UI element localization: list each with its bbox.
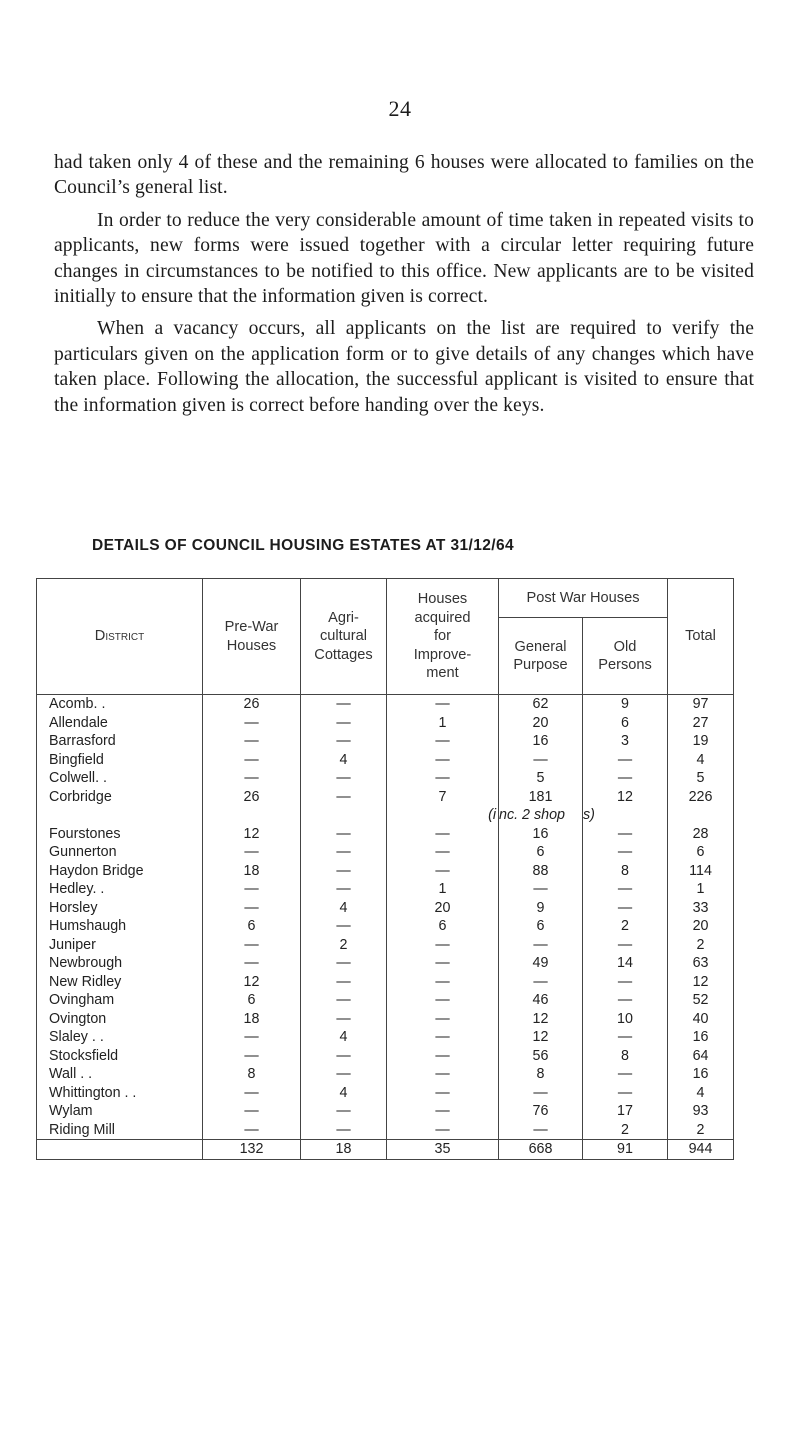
cell-improvement: — bbox=[387, 732, 499, 751]
cell-pre-war: — bbox=[203, 899, 301, 918]
cell-agricultural: — bbox=[301, 1047, 387, 1066]
cell-agricultural: — bbox=[301, 1121, 387, 1140]
cell-general-purpose: — bbox=[499, 1121, 583, 1140]
cell-pre-war: — bbox=[203, 954, 301, 973]
cell-general-purpose: 6 bbox=[499, 843, 583, 862]
cell-improvement: 7 bbox=[387, 788, 499, 807]
cell-general-purpose: 6 bbox=[499, 917, 583, 936]
cell-district: Acomb. . bbox=[37, 695, 203, 714]
table-row bbox=[37, 1065, 734, 1084]
cell-district: Haydon Bridge bbox=[37, 862, 203, 881]
cell-pre-war: 26 bbox=[203, 695, 301, 714]
cell-old-persons: 2 bbox=[583, 1121, 668, 1140]
cell-agricultural: — bbox=[301, 862, 387, 881]
table-row bbox=[37, 1102, 734, 1121]
cell-general-purpose: — bbox=[499, 880, 583, 899]
total-general-purpose: 668 bbox=[499, 1140, 583, 1160]
cell-pre-war: 12 bbox=[203, 825, 301, 844]
cell-general-purpose: 181 bbox=[499, 788, 583, 807]
cell-old-persons: — bbox=[583, 769, 668, 788]
cell-improvement: — bbox=[387, 973, 499, 992]
cell-total: 16 bbox=[668, 1028, 734, 1047]
cell-old-persons: — bbox=[583, 1065, 668, 1084]
table-row bbox=[37, 732, 734, 751]
cell-district: Bingfield bbox=[37, 751, 203, 770]
cell-improvement: — bbox=[387, 1084, 499, 1103]
cell-district: New Ridley bbox=[37, 973, 203, 992]
cell-agricultural: — bbox=[301, 714, 387, 733]
cell-improvement: — bbox=[387, 1028, 499, 1047]
body-text bbox=[54, 150, 754, 418]
cell-agricultural: 4 bbox=[301, 1084, 387, 1103]
table-row bbox=[37, 1084, 734, 1103]
cell-agricultural: 2 bbox=[301, 936, 387, 955]
cell-district: Stocksfield bbox=[37, 1047, 203, 1066]
table-row bbox=[37, 1010, 734, 1029]
cell-pre-war: — bbox=[203, 1028, 301, 1047]
cell-district: Wall . . bbox=[37, 1065, 203, 1084]
cell-pre-war: — bbox=[203, 1047, 301, 1066]
cell-agricultural: — bbox=[301, 843, 387, 862]
header-total: Total bbox=[668, 579, 734, 695]
housing-estates-table bbox=[36, 578, 734, 1160]
cell-total: 2 bbox=[668, 936, 734, 955]
cell-general-purpose: 49 bbox=[499, 954, 583, 973]
cell-district: Humshaugh bbox=[37, 917, 203, 936]
cell-old-persons: 17 bbox=[583, 1102, 668, 1121]
cell-pre-war: 26 bbox=[203, 788, 301, 807]
cell-total: 33 bbox=[668, 899, 734, 918]
cell-old-persons: — bbox=[583, 936, 668, 955]
cell-total: 226 bbox=[668, 788, 734, 807]
cell-old-persons: — bbox=[583, 1084, 668, 1103]
table-row bbox=[37, 1121, 734, 1140]
cell-general-purpose: — bbox=[499, 973, 583, 992]
total-grand: 944 bbox=[668, 1140, 734, 1160]
cell-total: 52 bbox=[668, 991, 734, 1010]
cell-total: 4 bbox=[668, 1084, 734, 1103]
cell-old-persons: 9 bbox=[583, 695, 668, 714]
cell-district: Ovingham bbox=[37, 991, 203, 1010]
cell-district: Colwell. . bbox=[37, 769, 203, 788]
cell-improvement: — bbox=[387, 825, 499, 844]
cell-pre-war: — bbox=[203, 751, 301, 770]
cell-old-persons: — bbox=[583, 825, 668, 844]
cell-pre-war: 6 bbox=[203, 917, 301, 936]
total-pre-war: 132 bbox=[203, 1140, 301, 1160]
cell-agricultural: — bbox=[301, 973, 387, 992]
cell-general-purpose: 12 bbox=[499, 1028, 583, 1047]
cell-old-persons: — bbox=[583, 843, 668, 862]
cell-pre-war: — bbox=[203, 714, 301, 733]
cell-pre-war: 6 bbox=[203, 991, 301, 1010]
cell-improvement: — bbox=[387, 769, 499, 788]
table-row bbox=[37, 1047, 734, 1066]
cell-improvement: (i bbox=[387, 806, 499, 825]
cell-old-persons: s) bbox=[583, 806, 668, 825]
cell-district: Gunnerton bbox=[37, 843, 203, 862]
cell-general-purpose: 16 bbox=[499, 732, 583, 751]
cell-agricultural: — bbox=[301, 769, 387, 788]
cell-agricultural: 4 bbox=[301, 751, 387, 770]
cell-agricultural: — bbox=[301, 1065, 387, 1084]
cell-pre-war: — bbox=[203, 769, 301, 788]
cell-improvement: — bbox=[387, 1065, 499, 1084]
cell-old-persons: — bbox=[583, 991, 668, 1010]
header-pre-war: Pre-War Houses bbox=[203, 579, 301, 695]
cell-pre-war: — bbox=[203, 1102, 301, 1121]
cell-old-persons: 8 bbox=[583, 862, 668, 881]
cell-old-persons: — bbox=[583, 880, 668, 899]
cell-agricultural: — bbox=[301, 788, 387, 807]
header-post-war: Post War Houses bbox=[499, 579, 668, 618]
cell-total: 64 bbox=[668, 1047, 734, 1066]
cell-agricultural: 4 bbox=[301, 1028, 387, 1047]
cell-total: 16 bbox=[668, 1065, 734, 1084]
table-row bbox=[37, 973, 734, 992]
table-row bbox=[37, 751, 734, 770]
cell-agricultural: — bbox=[301, 917, 387, 936]
table-row bbox=[37, 899, 734, 918]
cell-agricultural: — bbox=[301, 732, 387, 751]
cell-general-purpose: 56 bbox=[499, 1047, 583, 1066]
table-row bbox=[37, 917, 734, 936]
cell-district: Riding Mill bbox=[37, 1121, 203, 1140]
cell-agricultural: — bbox=[301, 880, 387, 899]
cell-improvement: — bbox=[387, 1102, 499, 1121]
total-old-persons: 91 bbox=[583, 1140, 668, 1160]
cell-old-persons: 8 bbox=[583, 1047, 668, 1066]
cell-agricultural: — bbox=[301, 1010, 387, 1029]
cell-total: 19 bbox=[668, 732, 734, 751]
cell-pre-war: — bbox=[203, 880, 301, 899]
cell-agricultural: — bbox=[301, 695, 387, 714]
table-row bbox=[37, 862, 734, 881]
cell-improvement: 6 bbox=[387, 917, 499, 936]
cell-pre-war bbox=[203, 806, 301, 825]
cell-general-purpose: 88 bbox=[499, 862, 583, 881]
table-row bbox=[37, 825, 734, 844]
cell-district: Hedley. . bbox=[37, 880, 203, 899]
cell-total: 20 bbox=[668, 917, 734, 936]
cell-general-purpose: 5 bbox=[499, 769, 583, 788]
cell-district: Newbrough bbox=[37, 954, 203, 973]
cell-total: 27 bbox=[668, 714, 734, 733]
cell-agricultural: — bbox=[301, 825, 387, 844]
cell-improvement: — bbox=[387, 843, 499, 862]
cell-old-persons: 10 bbox=[583, 1010, 668, 1029]
cell-district: Barrasford bbox=[37, 732, 203, 751]
cell-total: 97 bbox=[668, 695, 734, 714]
cell-improvement: — bbox=[387, 695, 499, 714]
cell-pre-war: — bbox=[203, 732, 301, 751]
cell-district: Fourstones bbox=[37, 825, 203, 844]
table-row bbox=[37, 1028, 734, 1047]
total-improvement: 35 bbox=[387, 1140, 499, 1160]
cell-general-purpose: nc. 2 shop bbox=[499, 806, 583, 825]
paragraph-3: When a vacancy occurs, all applicants on the list are required to verify the particulars given on the application form or to give details of any changes which have taken place. Following the allocation, the successful applicant is visited to ensure that the information given is correct before handing over the keys. bbox=[54, 318, 754, 416]
cell-total: 12 bbox=[668, 973, 734, 992]
table-row bbox=[37, 806, 734, 825]
cell-total: 6 bbox=[668, 843, 734, 862]
cell-improvement: — bbox=[387, 751, 499, 770]
cell-total: 28 bbox=[668, 825, 734, 844]
cell-total: 114 bbox=[668, 862, 734, 881]
cell-general-purpose: — bbox=[499, 936, 583, 955]
cell-old-persons: — bbox=[583, 899, 668, 918]
totals-row bbox=[37, 1140, 734, 1160]
header-agricultural: Agri- cultural Cottages bbox=[301, 579, 387, 695]
cell-agricultural: — bbox=[301, 1102, 387, 1121]
cell-general-purpose: 16 bbox=[499, 825, 583, 844]
cell-general-purpose: 62 bbox=[499, 695, 583, 714]
cell-general-purpose: 76 bbox=[499, 1102, 583, 1121]
table-row bbox=[37, 843, 734, 862]
table-row bbox=[37, 880, 734, 899]
cell-agricultural: — bbox=[301, 954, 387, 973]
cell-total: 4 bbox=[668, 751, 734, 770]
cell-total: 63 bbox=[668, 954, 734, 973]
cell-improvement: — bbox=[387, 991, 499, 1010]
cell-pre-war: 18 bbox=[203, 1010, 301, 1029]
page-number: 24 bbox=[388, 96, 412, 121]
cell-general-purpose: — bbox=[499, 751, 583, 770]
cell-old-persons: 12 bbox=[583, 788, 668, 807]
cell-old-persons: 6 bbox=[583, 714, 668, 733]
table-row bbox=[37, 714, 734, 733]
cell-agricultural: 4 bbox=[301, 899, 387, 918]
header-district: District bbox=[37, 579, 203, 695]
table-body bbox=[37, 695, 734, 1140]
table-row bbox=[37, 788, 734, 807]
cell-old-persons: 14 bbox=[583, 954, 668, 973]
cell-pre-war: — bbox=[203, 1084, 301, 1103]
table-row bbox=[37, 991, 734, 1010]
cell-improvement: — bbox=[387, 1010, 499, 1029]
cell-general-purpose: 20 bbox=[499, 714, 583, 733]
cell-old-persons: — bbox=[583, 1028, 668, 1047]
cell-district: Ovington bbox=[37, 1010, 203, 1029]
cell-old-persons: — bbox=[583, 751, 668, 770]
cell-district: Corbridge bbox=[37, 788, 203, 807]
cell-total: 93 bbox=[668, 1102, 734, 1121]
table-title: DETAILS OF COUNCIL HOUSING ESTATES AT 31/12/64 bbox=[92, 537, 515, 554]
cell-pre-war: 8 bbox=[203, 1065, 301, 1084]
cell-district: Juniper bbox=[37, 936, 203, 955]
table-row bbox=[37, 936, 734, 955]
header-improvement: Houses acquired for Improve- ment bbox=[387, 579, 499, 695]
cell-improvement: — bbox=[387, 954, 499, 973]
cell-general-purpose: 9 bbox=[499, 899, 583, 918]
cell-pre-war: — bbox=[203, 936, 301, 955]
cell-general-purpose: 12 bbox=[499, 1010, 583, 1029]
cell-district: Whittington . . bbox=[37, 1084, 203, 1103]
cell-general-purpose: — bbox=[499, 1084, 583, 1103]
cell-total: 40 bbox=[668, 1010, 734, 1029]
cell-total: 5 bbox=[668, 769, 734, 788]
paragraph-2: In order to reduce the very considerable amount of time taken in repeated visits to applicants, new forms were issued together with a circular letter requiring future changes in circumstances to be notified to this office. New applicants are to be visited initially to ensure that the information given is correct. bbox=[54, 209, 754, 308]
cell-pre-war: 18 bbox=[203, 862, 301, 881]
cell-improvement: — bbox=[387, 862, 499, 881]
cell-total: 1 bbox=[668, 880, 734, 899]
cell-improvement: 1 bbox=[387, 880, 499, 899]
cell-pre-war: 12 bbox=[203, 973, 301, 992]
cell-district: Allendale bbox=[37, 714, 203, 733]
cell-pre-war: — bbox=[203, 843, 301, 862]
cell-total: 2 bbox=[668, 1121, 734, 1140]
cell-district bbox=[37, 806, 203, 825]
paragraph-1: had taken only 4 of these and the remaining 6 houses were allocated to families on the Council’s general list. bbox=[54, 152, 754, 199]
cell-general-purpose: 8 bbox=[499, 1065, 583, 1084]
table-row bbox=[37, 954, 734, 973]
cell-old-persons: — bbox=[583, 973, 668, 992]
cell-improvement: — bbox=[387, 936, 499, 955]
total-agricultural: 18 bbox=[301, 1140, 387, 1160]
cell-district: Slaley . . bbox=[37, 1028, 203, 1047]
cell-district: Horsley bbox=[37, 899, 203, 918]
cell-district: Wylam bbox=[37, 1102, 203, 1121]
header-old-persons: Old Persons bbox=[583, 618, 668, 695]
cell-agricultural: — bbox=[301, 991, 387, 1010]
housing-table-container bbox=[36, 578, 733, 1438]
cell-agricultural bbox=[301, 806, 387, 825]
cell-old-persons: 2 bbox=[583, 917, 668, 936]
cell-total bbox=[668, 806, 734, 825]
cell-improvement: 1 bbox=[387, 714, 499, 733]
cell-improvement: — bbox=[387, 1121, 499, 1140]
table-row bbox=[37, 695, 734, 714]
cell-pre-war: — bbox=[203, 1121, 301, 1140]
cell-general-purpose: 46 bbox=[499, 991, 583, 1010]
totals-label bbox=[37, 1140, 203, 1160]
cell-old-persons: 3 bbox=[583, 732, 668, 751]
cell-improvement: — bbox=[387, 1047, 499, 1066]
cell-improvement: 20 bbox=[387, 899, 499, 918]
table-row bbox=[37, 769, 734, 788]
header-general-purpose: General Purpose bbox=[499, 618, 583, 695]
